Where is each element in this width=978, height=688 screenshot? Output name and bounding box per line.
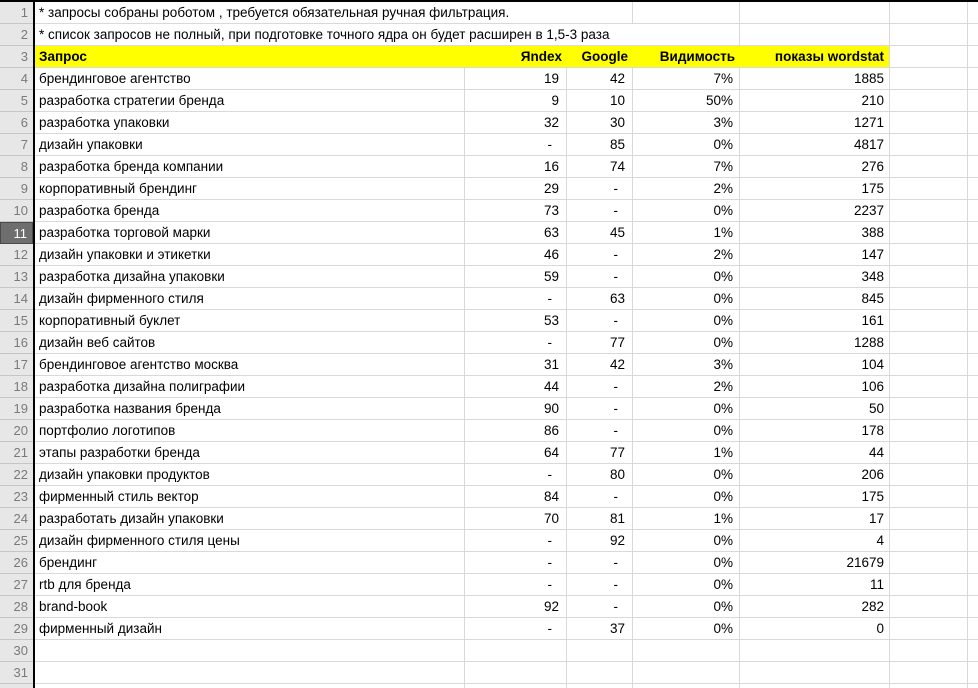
cell-A2-note[interactable]: * список запросов не полный, при подготовке точного ядра он будет расширен в 1,5-3 раза <box>35 24 740 46</box>
cell-G15[interactable] <box>968 310 978 332</box>
cell-F28[interactable] <box>890 596 968 618</box>
cell-G3[interactable] <box>968 46 978 68</box>
cell-G26[interactable] <box>968 552 978 574</box>
sheet-row-27 <box>35 574 978 596</box>
cell-D7-visibility[interactable]: 0% <box>633 134 740 156</box>
cell-G10[interactable] <box>968 200 978 222</box>
cell-E25-wordstat[interactable]: 4 <box>740 530 890 552</box>
row-header-24[interactable]: 24 <box>0 508 33 530</box>
cell-B11-yandex[interactable]: 63 <box>465 222 567 244</box>
cell-E29-wordstat[interactable]: 0 <box>740 618 890 640</box>
column-header-yandex[interactable]: Яndex <box>465 46 567 68</box>
sheet-row-1 <box>35 2 978 24</box>
cell-A1-note[interactable]: * запросы собраны роботом , требуется обязательная ручная фильтрация. <box>35 2 633 24</box>
cell-D20-visibility[interactable]: 0% <box>633 420 740 442</box>
cell-B13-yandex[interactable]: 59 <box>465 266 567 288</box>
row-header-5[interactable]: 5 <box>0 90 33 112</box>
sheet-row-19 <box>35 398 978 420</box>
cell-B16-yandex[interactable]: - <box>465 332 567 354</box>
sheet-row-26 <box>35 552 978 574</box>
cell-F21[interactable] <box>890 442 968 464</box>
cell-F24[interactable] <box>890 508 968 530</box>
cell-F27[interactable] <box>890 574 968 596</box>
cell-G11[interactable] <box>968 222 978 244</box>
cell-D9-visibility[interactable]: 2% <box>633 178 740 200</box>
row-header-2[interactable]: 2 <box>0 24 33 46</box>
cell-B14-yandex[interactable]: - <box>465 288 567 310</box>
cell-E24-wordstat[interactable]: 17 <box>740 508 890 530</box>
cell-D13-visibility[interactable]: 0% <box>633 266 740 288</box>
cell-E10-wordstat[interactable]: 2237 <box>740 200 890 222</box>
cell-B4-yandex[interactable]: 19 <box>465 68 567 90</box>
cell-D8-visibility[interactable]: 7% <box>633 156 740 178</box>
cell-A16-query[interactable]: дизайн веб сайтов <box>35 332 465 354</box>
cell-B21-yandex[interactable]: 64 <box>465 442 567 464</box>
cell-B17-yandex[interactable]: 31 <box>465 354 567 376</box>
row-header-15[interactable]: 15 <box>0 310 33 332</box>
cell-A25-query[interactable]: дизайн фирменного стиля цены <box>35 530 465 552</box>
column-header-wordstat[interactable]: показы wordstat <box>740 46 890 68</box>
cell-B19-yandex[interactable]: 90 <box>465 398 567 420</box>
sheet-row-7 <box>35 134 978 156</box>
cell-G14[interactable] <box>968 288 978 310</box>
cell-A23-query[interactable]: фирменный стиль вектор <box>35 486 465 508</box>
cell-F25[interactable] <box>890 530 968 552</box>
sheet-row-24 <box>35 508 978 530</box>
sheet-row-11 <box>35 222 978 244</box>
row-header-7[interactable]: 7 <box>0 134 33 156</box>
cell-G30[interactable] <box>968 640 978 662</box>
cell-F32[interactable] <box>890 684 968 688</box>
cell-A17-query[interactable]: брендинговое агентство москва <box>35 354 465 376</box>
cell-C6-google[interactable]: 30 <box>567 112 633 134</box>
cell-E16-wordstat[interactable]: 1288 <box>740 332 890 354</box>
cell-F19[interactable] <box>890 398 968 420</box>
cell-E27-wordstat[interactable]: 11 <box>740 574 890 596</box>
cell-A5-query[interactable]: разработка стратегии бренда <box>35 90 465 112</box>
cell-D19-visibility[interactable]: 0% <box>633 398 740 420</box>
cell-F3[interactable] <box>890 46 968 68</box>
cell-B6-yandex[interactable]: 32 <box>465 112 567 134</box>
cell-D17-visibility[interactable]: 3% <box>633 354 740 376</box>
sheet-row-8 <box>35 156 978 178</box>
cell-F14[interactable] <box>890 288 968 310</box>
cell-G16[interactable] <box>968 332 978 354</box>
cell-A13-query[interactable]: разработка дизайна упаковки <box>35 266 465 288</box>
cell-A29-query[interactable]: фирменный дизайн <box>35 618 465 640</box>
cell-D12-visibility[interactable]: 2% <box>633 244 740 266</box>
cell-F23[interactable] <box>890 486 968 508</box>
cell-G25[interactable] <box>968 530 978 552</box>
cell-F18[interactable] <box>890 376 968 398</box>
cell-E12-wordstat[interactable]: 147 <box>740 244 890 266</box>
cell-A27-query[interactable]: rtb для бренда <box>35 574 465 596</box>
cell-B29-yandex[interactable]: - <box>465 618 567 640</box>
cell-F22[interactable] <box>890 464 968 486</box>
cell-G20[interactable] <box>968 420 978 442</box>
cell-D26-visibility[interactable]: 0% <box>633 552 740 574</box>
sheet-row-6 <box>35 112 978 134</box>
cell-F17[interactable] <box>890 354 968 376</box>
sheet-header-row <box>35 46 978 68</box>
cell-E19-wordstat[interactable]: 50 <box>740 398 890 420</box>
cell-F1[interactable] <box>890 2 968 24</box>
cell-F15[interactable] <box>890 310 968 332</box>
cell-E17-wordstat[interactable]: 104 <box>740 354 890 376</box>
sheet-row-14 <box>35 288 978 310</box>
column-header-query[interactable]: Запрос <box>35 46 465 68</box>
cell-C28-google[interactable]: - <box>567 596 633 618</box>
cell-F6[interactable] <box>890 112 968 134</box>
cell-E18-wordstat[interactable]: 106 <box>740 376 890 398</box>
cell-E21-wordstat[interactable]: 44 <box>740 442 890 464</box>
cell-F4[interactable] <box>890 68 968 90</box>
cell-G6[interactable] <box>968 112 978 134</box>
cell-C14-google[interactable]: 63 <box>567 288 633 310</box>
cell-B7-yandex[interactable]: - <box>465 134 567 156</box>
cell-G4[interactable] <box>968 68 978 90</box>
cell-G23[interactable] <box>968 486 978 508</box>
cell-A12-query[interactable]: дизайн упаковки и этикетки <box>35 244 465 266</box>
cell-E20-wordstat[interactable]: 178 <box>740 420 890 442</box>
sheet-row-13 <box>35 266 978 288</box>
cell-D4-visibility[interactable]: 7% <box>633 68 740 90</box>
cell-F7[interactable] <box>890 134 968 156</box>
cell-A30[interactable] <box>35 640 465 662</box>
cell-D6-visibility[interactable]: 3% <box>633 112 740 134</box>
sheet-row-29 <box>35 618 978 640</box>
cell-E23-wordstat[interactable]: 175 <box>740 486 890 508</box>
cell-E14-wordstat[interactable]: 845 <box>740 288 890 310</box>
cell-C26-google[interactable]: - <box>567 552 633 574</box>
cell-D31[interactable] <box>633 662 740 684</box>
row-header-16[interactable]: 16 <box>0 332 33 354</box>
row-header-1[interactable]: 1 <box>0 2 33 24</box>
cell-E11-wordstat[interactable]: 388 <box>740 222 890 244</box>
cell-F5[interactable] <box>890 90 968 112</box>
cell-C25-google[interactable]: 92 <box>567 530 633 552</box>
cell-G19[interactable] <box>968 398 978 420</box>
row-header-21[interactable]: 21 <box>0 442 33 464</box>
cell-G12[interactable] <box>968 244 978 266</box>
cell-B26-yandex[interactable]: - <box>465 552 567 574</box>
cell-E9-wordstat[interactable]: 175 <box>740 178 890 200</box>
cell-C31[interactable] <box>567 662 633 684</box>
cell-B23-yandex[interactable]: 84 <box>465 486 567 508</box>
cell-C17-google[interactable]: 42 <box>567 354 633 376</box>
cell-D29-visibility[interactable]: 0% <box>633 618 740 640</box>
sheet-row-18 <box>35 376 978 398</box>
cell-A8-query[interactable]: разработка бренда компании <box>35 156 465 178</box>
row-header-28[interactable]: 28 <box>0 596 33 618</box>
cell-E5-wordstat[interactable]: 210 <box>740 90 890 112</box>
sheet-row-30 <box>35 640 978 662</box>
cell-G22[interactable] <box>968 464 978 486</box>
cell-G17[interactable] <box>968 354 978 376</box>
sheet-row-22 <box>35 464 978 486</box>
cell-B15-yandex[interactable]: 53 <box>465 310 567 332</box>
cell-D22-visibility[interactable]: 0% <box>633 464 740 486</box>
cell-B25-yandex[interactable]: - <box>465 530 567 552</box>
cell-G21[interactable] <box>968 442 978 464</box>
cell-D32[interactable] <box>633 684 740 688</box>
cell-G31[interactable] <box>968 662 978 684</box>
cell-F20[interactable] <box>890 420 968 442</box>
row-header-23[interactable]: 23 <box>0 486 33 508</box>
row-header-26[interactable]: 26 <box>0 552 33 574</box>
cell-B27-yandex[interactable]: - <box>465 574 567 596</box>
cell-D11-visibility[interactable]: 1% <box>633 222 740 244</box>
column-header-visibility[interactable]: Видимость <box>633 46 740 68</box>
cell-D21-visibility[interactable]: 1% <box>633 442 740 464</box>
row-header-27[interactable]: 27 <box>0 574 33 596</box>
row-header-25[interactable]: 25 <box>0 530 33 552</box>
row-header-20[interactable]: 20 <box>0 420 33 442</box>
cell-E4-wordstat[interactable]: 1885 <box>740 68 890 90</box>
cell-C19-google[interactable]: - <box>567 398 633 420</box>
cell-A24-query[interactable]: разработать дизайн упаковки <box>35 508 465 530</box>
cell-B30[interactable] <box>465 640 567 662</box>
cell-C16-google[interactable]: 77 <box>567 332 633 354</box>
row-header-17[interactable]: 17 <box>0 354 33 376</box>
cell-D10-visibility[interactable]: 0% <box>633 200 740 222</box>
sheet-row-20 <box>35 420 978 442</box>
cell-D27-visibility[interactable]: 0% <box>633 574 740 596</box>
cell-C27-google[interactable]: - <box>567 574 633 596</box>
row-header-column <box>0 2 33 688</box>
cell-A18-query[interactable]: разработка дизайна полиграфии <box>35 376 465 398</box>
cell-D14-visibility[interactable]: 0% <box>633 288 740 310</box>
cell-F8[interactable] <box>890 156 968 178</box>
sheet-row-2 <box>35 24 978 46</box>
cell-C22-google[interactable]: 80 <box>567 464 633 486</box>
row-header-8[interactable]: 8 <box>0 156 33 178</box>
cell-D15-visibility[interactable]: 0% <box>633 310 740 332</box>
cell-A21-query[interactable]: этапы разработки бренда <box>35 442 465 464</box>
cell-B32[interactable] <box>465 684 567 688</box>
cell-D30[interactable] <box>633 640 740 662</box>
cell-D28-visibility[interactable]: 0% <box>633 596 740 618</box>
row-header-19[interactable]: 19 <box>0 398 33 420</box>
cell-B9-yandex[interactable]: 29 <box>465 178 567 200</box>
cell-A14-query[interactable]: дизайн фирменного стиля <box>35 288 465 310</box>
cell-A26-query[interactable]: брендинг <box>35 552 465 574</box>
cell-A31[interactable] <box>35 662 465 684</box>
cell-C12-google[interactable]: - <box>567 244 633 266</box>
row-header-12[interactable]: 12 <box>0 244 33 266</box>
cell-G13[interactable] <box>968 266 978 288</box>
cell-F13[interactable] <box>890 266 968 288</box>
row-header-3[interactable]: 3 <box>0 46 33 68</box>
cell-G5[interactable] <box>968 90 978 112</box>
cell-E8-wordstat[interactable]: 276 <box>740 156 890 178</box>
cell-E32[interactable] <box>740 684 890 688</box>
cell-E26-wordstat[interactable]: 21679 <box>740 552 890 574</box>
cell-D18-visibility[interactable]: 2% <box>633 376 740 398</box>
row-header-18[interactable]: 18 <box>0 376 33 398</box>
cell-D23-visibility[interactable]: 0% <box>633 486 740 508</box>
cell-E7-wordstat[interactable]: 4817 <box>740 134 890 156</box>
cell-C21-google[interactable]: 77 <box>567 442 633 464</box>
cell-C18-google[interactable]: - <box>567 376 633 398</box>
cell-A6-query[interactable]: разработка упаковки <box>35 112 465 134</box>
sheet-row-4 <box>35 68 978 90</box>
cell-A22-query[interactable]: дизайн упаковки продуктов <box>35 464 465 486</box>
cell-F31[interactable] <box>890 662 968 684</box>
cell-E13-wordstat[interactable]: 348 <box>740 266 890 288</box>
cell-B22-yandex[interactable]: - <box>465 464 567 486</box>
sheet-row-16 <box>35 332 978 354</box>
cell-A32[interactable] <box>35 684 465 688</box>
cell-G8[interactable] <box>968 156 978 178</box>
data-rows <box>35 68 978 688</box>
cell-B18-yandex[interactable]: 44 <box>465 376 567 398</box>
sheet-row-23 <box>35 486 978 508</box>
cell-G24[interactable] <box>968 508 978 530</box>
cell-G7[interactable] <box>968 134 978 156</box>
column-header-google[interactable]: Google <box>567 46 633 68</box>
cell-A7-query[interactable]: дизайн упаковки <box>35 134 465 156</box>
cell-C8-google[interactable]: 74 <box>567 156 633 178</box>
row-header-32[interactable] <box>0 684 33 688</box>
cell-B28-yandex[interactable]: 92 <box>465 596 567 618</box>
cell-E6-wordstat[interactable]: 1271 <box>740 112 890 134</box>
cell-F10[interactable] <box>890 200 968 222</box>
cell-A20-query[interactable]: портфолио логотипов <box>35 420 465 442</box>
cell-G28[interactable] <box>968 596 978 618</box>
cell-B31[interactable] <box>465 662 567 684</box>
cell-B10-yandex[interactable]: 73 <box>465 200 567 222</box>
cell-C4-google[interactable]: 42 <box>567 68 633 90</box>
row-header-22[interactable]: 22 <box>0 464 33 486</box>
cell-F12[interactable] <box>890 244 968 266</box>
cell-E30[interactable] <box>740 640 890 662</box>
cell-E31[interactable] <box>740 662 890 684</box>
sheet-row-28 <box>35 596 978 618</box>
sheet-row-25 <box>35 530 978 552</box>
cell-E15-wordstat[interactable]: 161 <box>740 310 890 332</box>
cell-B5-yandex[interactable]: 9 <box>465 90 567 112</box>
sheet-row-31 <box>35 662 978 684</box>
cell-G1[interactable] <box>968 2 978 24</box>
cell-C32[interactable] <box>567 684 633 688</box>
row-header-30[interactable]: 30 <box>0 640 33 662</box>
cell-C20-google[interactable]: - <box>567 420 633 442</box>
cell-C15-google[interactable]: - <box>567 310 633 332</box>
row-header-10[interactable]: 10 <box>0 200 33 222</box>
cell-F26[interactable] <box>890 552 968 574</box>
cell-C29-google[interactable]: 37 <box>567 618 633 640</box>
cell-C11-google[interactable]: 45 <box>567 222 633 244</box>
row-header-14[interactable]: 14 <box>0 288 33 310</box>
cell-C24-google[interactable]: 81 <box>567 508 633 530</box>
cell-A4-query[interactable]: брендинговое агентство <box>35 68 465 90</box>
cell-C30[interactable] <box>567 640 633 662</box>
cell-D25-visibility[interactable]: 0% <box>633 530 740 552</box>
row-header-11[interactable]: 11 <box>0 222 33 244</box>
row-header-6[interactable]: 6 <box>0 112 33 134</box>
cell-D16-visibility[interactable]: 0% <box>633 332 740 354</box>
cell-A11-query[interactable]: разработка торговой марки <box>35 222 465 244</box>
cell-G32[interactable] <box>968 684 978 688</box>
cell-D24-visibility[interactable]: 1% <box>633 508 740 530</box>
cell-G29[interactable] <box>968 618 978 640</box>
row-header-29[interactable]: 29 <box>0 618 33 640</box>
cell-G18[interactable] <box>968 376 978 398</box>
cell-C7-google[interactable]: 85 <box>567 134 633 156</box>
cell-D5-visibility[interactable]: 50% <box>633 90 740 112</box>
cell-E22-wordstat[interactable]: 206 <box>740 464 890 486</box>
row-header-4[interactable]: 4 <box>0 68 33 90</box>
cell-E2[interactable] <box>740 24 890 46</box>
cell-F9[interactable] <box>890 178 968 200</box>
cell-A15-query[interactable]: корпоративный буклет <box>35 310 465 332</box>
cell-E1[interactable] <box>740 2 890 24</box>
sheet-row-10 <box>35 200 978 222</box>
cell-F11[interactable] <box>890 222 968 244</box>
cell-D1[interactable] <box>633 2 740 24</box>
cell-G2[interactable] <box>968 24 978 46</box>
sheet-row-17 <box>35 354 978 376</box>
cell-C13-google[interactable]: - <box>567 266 633 288</box>
cell-A19-query[interactable]: разработка названия бренда <box>35 398 465 420</box>
sheet-grid <box>35 2 978 688</box>
cell-C10-google[interactable]: - <box>567 200 633 222</box>
cell-F16[interactable] <box>890 332 968 354</box>
cell-F2[interactable] <box>890 24 968 46</box>
sheet-row-9 <box>35 178 978 200</box>
row-header-31[interactable]: 31 <box>0 662 33 684</box>
cell-F30[interactable] <box>890 640 968 662</box>
row-header-13[interactable]: 13 <box>0 266 33 288</box>
cell-C5-google[interactable]: 10 <box>567 90 633 112</box>
cell-C9-google[interactable]: - <box>567 178 633 200</box>
cell-F29[interactable] <box>890 618 968 640</box>
sheet-row-15 <box>35 310 978 332</box>
sheet-row-32 <box>35 684 978 688</box>
cell-B12-yandex[interactable]: 46 <box>465 244 567 266</box>
sheet-row-5 <box>35 90 978 112</box>
cell-E28-wordstat[interactable]: 282 <box>740 596 890 618</box>
cell-B20-yandex[interactable]: 86 <box>465 420 567 442</box>
row-header-9[interactable]: 9 <box>0 178 33 200</box>
cell-A28-query[interactable]: brand-book <box>35 596 465 618</box>
cell-B24-yandex[interactable]: 70 <box>465 508 567 530</box>
cell-B8-yandex[interactable]: 16 <box>465 156 567 178</box>
cell-C23-google[interactable]: - <box>567 486 633 508</box>
sheet-row-12 <box>35 244 978 266</box>
cell-A9-query[interactable]: корпоративный брендинг <box>35 178 465 200</box>
cell-A10-query[interactable]: разработка бренда <box>35 200 465 222</box>
sheet-row-21 <box>35 442 978 464</box>
cell-G27[interactable] <box>968 574 978 596</box>
cell-G9[interactable] <box>968 178 978 200</box>
